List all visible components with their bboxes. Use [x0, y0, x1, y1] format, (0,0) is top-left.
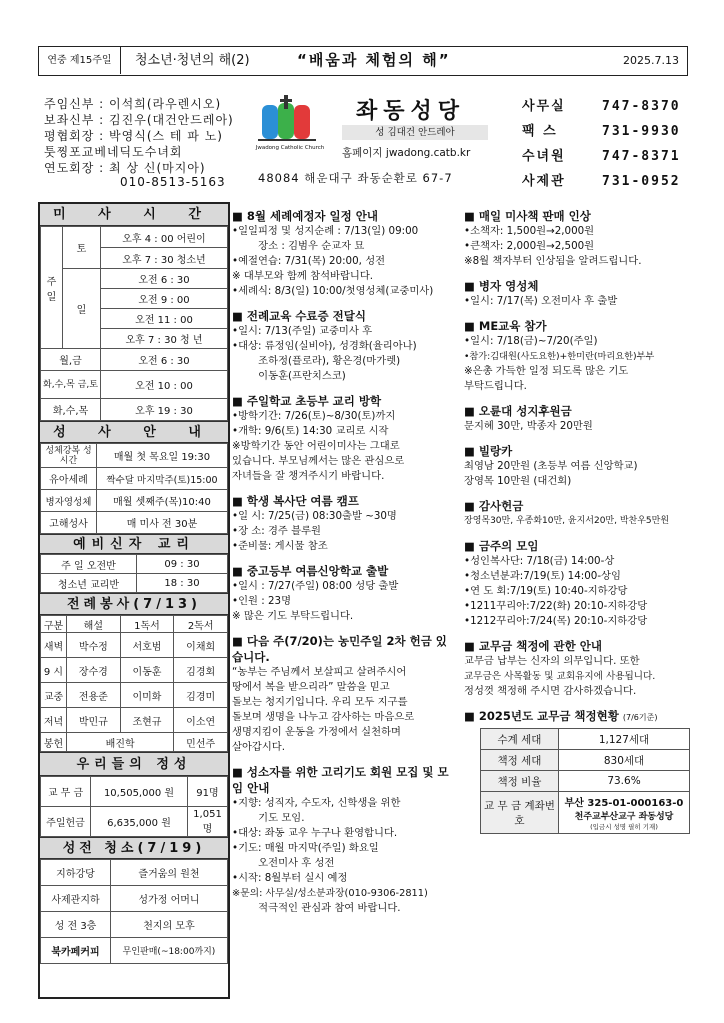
patron-saint: 성 김대건 안드레아	[342, 125, 488, 140]
staff-phone: 010-8513-5163	[120, 175, 226, 189]
notice-title: ■ 성소자를 위한 고리기도 회원 모집 및 모임 안내	[232, 764, 456, 796]
notice-line: 자녀들을 잘 챙겨주시기 바랍니다.	[232, 470, 385, 482]
ministry-cell: 김경미	[174, 683, 228, 708]
class-name: 주 일 오전반	[41, 555, 137, 574]
sacraments-table	[40, 443, 228, 534]
notice-title: ■ 전례교육 수료증 전달식	[232, 308, 456, 324]
ministry-col: 해설	[67, 616, 121, 633]
homepage-link[interactable]: 홈페이지 jwadong.catb.kr	[342, 147, 471, 159]
ministry-col: 구분	[41, 616, 67, 633]
notice-title: ■ 학생 복사단 여름 캠프	[232, 493, 456, 509]
notice-vocation-prayer	[232, 764, 456, 916]
offering-amount: 6,635,000 원	[91, 807, 188, 837]
ministry-cell: 박수정	[67, 633, 121, 658]
notice-line: 생명지킴이 운동을 가정에서 실천하며	[232, 726, 401, 738]
cleaning-team: 성가정 어머니	[111, 886, 228, 912]
ministry-col: 1독서	[120, 616, 174, 633]
notice-shrine-donation	[464, 403, 690, 434]
sacrament-name: 고해성사	[41, 512, 97, 534]
ministry-cell: 서호범	[120, 633, 174, 658]
notice-baptism	[232, 208, 456, 299]
mass-time: 오전 11 : 00	[101, 309, 228, 329]
top-banner	[38, 46, 688, 76]
mass-time: 오전 6 : 30	[101, 269, 228, 289]
ministry-cell: 장수경	[67, 658, 121, 683]
announcements-middle	[232, 208, 456, 925]
notice-line: •연 도 회:7/19(토) 10:40-지하강당	[464, 585, 628, 597]
notice-line: ※8월 책자부터 인상됨을 알려드립니다.	[464, 255, 642, 267]
notice-line: •세례식: 8/3(일) 10:00/첫영성체(교중미사)	[232, 285, 434, 297]
notice-line: •1211꾸리아:7/22(화) 20:10-지하강당	[464, 600, 648, 612]
sacrament-time: 매월 셋째주(목)10:40	[97, 490, 228, 512]
notice-line: 오전미사 후 성전	[232, 857, 335, 869]
catechumen-header: 예비신자 교리	[40, 534, 228, 554]
ministry-cell: 김경회	[174, 658, 228, 683]
sacraments-header: 성 사 안 내	[40, 421, 228, 443]
notice-line: ※은총 가득한 일정 되도록 많은 기도	[464, 365, 629, 377]
notice-line: •대상: 좌동 교우 누구나 환영합니다.	[232, 827, 398, 839]
ministry-table	[40, 615, 228, 752]
logo-caption: Jwadong Catholic Church	[255, 145, 325, 151]
sunday-day-label: 일	[63, 269, 101, 349]
notice-line: •성인복사단: 7/18(금) 14:00-상	[464, 555, 615, 567]
ministry-cell: 배진학	[67, 733, 174, 752]
notice-line: •청소년분과:7/19(토) 14:00-상임	[464, 570, 621, 582]
weekday-label: 화,수,목	[41, 399, 101, 421]
class-time: 18 : 30	[137, 574, 228, 593]
notice-line: 교무금 납부는 신자의 의무입니다. 또한	[464, 655, 640, 667]
staff-line: 평협회장 : 박영식(스 테 파 노)	[44, 129, 223, 143]
notice-line: 부탁드립니다.	[464, 380, 527, 392]
ministry-cell: 박민규	[67, 708, 121, 733]
notice-sunday-school	[232, 393, 456, 484]
notice-liturgy-cert	[232, 308, 456, 384]
staff-line: 주임신부 : 이석희(라우렌시오)	[44, 97, 222, 111]
ministry-cell: 이소연	[174, 708, 228, 733]
cleaning-area: 북카페커피	[41, 938, 111, 964]
weekday-label: 월,금	[41, 349, 101, 371]
ministry-cell: 새벽	[41, 633, 67, 658]
contact-fax: 팩 스 731-9930	[522, 124, 681, 139]
notice-line: 정성껏 책정해 주시면 감사하겠습니다.	[464, 685, 637, 697]
ministry-cell: 민선주	[174, 733, 228, 752]
notice-line: •방학기간: 7/26(토)~8/30(토)까지	[232, 410, 396, 422]
notice-title: ■ 주일학교 초등부 교리 방학	[232, 393, 456, 409]
notice-line: •일일피정 및 성지순례 : 7/13(일) 09:00	[232, 225, 419, 237]
cleaning-table	[40, 859, 228, 964]
contact-convent: 수녀원 747-8371	[522, 149, 681, 164]
mass-time: 오전 10 : 00	[101, 371, 228, 399]
account-label: 교 무 금 계좌번호	[481, 792, 559, 834]
ministry-cell: 이채희	[174, 633, 228, 658]
account-number: 부산 325-01-000163-0	[564, 798, 684, 809]
notice-line: •일시: 7/18(금)~7/20(주일)	[464, 335, 598, 347]
notice-line: ※문의: 사무실/성소분과장(010-9306-2811)	[232, 888, 428, 899]
offering-kind: 교 무 금	[41, 777, 91, 807]
notice-title: ■ 다음 주(7/20)는 농민주일 2차 헌금 있습니다.	[232, 633, 456, 665]
year-theme: 청소년·청년의 해(2)	[135, 53, 250, 68]
offering-count: 1,051명	[188, 807, 228, 837]
offering-header: 우리들의 정성	[40, 752, 228, 776]
sacrament-name: 병자영성체	[41, 490, 97, 512]
class-time: 09 : 30	[137, 555, 228, 574]
notice-sick-communion	[464, 278, 690, 309]
cleaning-team: 즐거움의 원천	[111, 860, 228, 886]
mass-times-table	[40, 226, 228, 421]
notice-line: 적극적인 관심과 참여 바랍니다.	[232, 902, 401, 914]
notice-title: ■ 오륜대 성지후원금	[464, 403, 690, 419]
class-name: 청소년 교리반	[41, 574, 137, 593]
cleaning-area: 지하강당	[41, 860, 111, 886]
offering-amount: 10,505,000 원	[91, 777, 188, 807]
notice-title: ■ 금주의 모임	[464, 538, 690, 554]
cleaning-area: 사제관지하	[41, 886, 111, 912]
notice-line: 이동훈(프란치스코)	[232, 370, 346, 382]
notice-line: ※ 대부모와 함께 참석바랍니다.	[232, 270, 374, 282]
church-logo	[248, 95, 332, 155]
ministry-header: 전례봉사(7/13)	[40, 593, 228, 615]
notice-line: •예절연습: 7/31(목) 20:00, 성전	[232, 255, 386, 267]
mass-time: 오전 9 : 00	[101, 289, 228, 309]
notice-line: •일시: 7/13(주일) 교중미사 후	[232, 325, 373, 337]
ministry-cell: 저녁	[41, 708, 67, 733]
tithe-value: 73.6%	[559, 771, 690, 792]
notice-line: •장 소: 경주 블루원	[232, 525, 321, 537]
sacrament-time: 매월 첫 목요일 19:30	[97, 444, 228, 468]
contact-rectory: 사제관 731-0952	[522, 174, 681, 189]
staff-line: 툿찡포교베네딕도수녀회	[44, 145, 183, 159]
notice-line: •개학: 9/6(토) 14:30 교리로 시작	[232, 425, 389, 437]
notice-bilanka	[464, 443, 690, 489]
issue-date: 2025.7.13	[623, 54, 679, 67]
mass-time: 오후 4 : 00 어린이	[101, 227, 228, 248]
church-address: 48084 해운대구 좌동순환로 67-7	[258, 171, 453, 185]
notice-line: •준비물: 게시물 참조	[232, 540, 328, 552]
notice-title: ■ 8월 세례예정자 일정 안내	[232, 208, 456, 224]
mass-time: 오후 19 : 30	[101, 399, 228, 421]
notice-title: ■ 교무금 책정에 관한 안내	[464, 638, 690, 654]
weekday-label: 화,수,목 금,토	[41, 371, 101, 399]
notice-line: 돌보는 청지기입니다. 우리 모두 지구를	[232, 696, 408, 708]
notice-youth-camp	[232, 563, 456, 624]
notice-line: •지향: 성직자, 수도자, 신학생을 위한	[232, 797, 401, 809]
notice-line: 최영남 20만원 (초등부 여름 신앙학교)	[464, 460, 638, 472]
notice-line: •인원 : 23명	[232, 595, 292, 607]
ministry-cell: 이미화	[120, 683, 174, 708]
notice-title: ■ 중고등부 여름신앙학교 출발	[232, 563, 456, 579]
mass-time: 오후 7 : 30 청 년	[101, 329, 228, 349]
mass-time: 오후 7 : 30 청소년	[101, 248, 228, 269]
notice-line: •시작: 8월부터 실시 예정	[232, 872, 348, 884]
notice-line: 조하정(플로라), 황은경(마가렛)	[232, 355, 401, 367]
notice-line: 있습니다. 부모님께서는 많은 관심으로	[232, 455, 405, 467]
notice-line: 문지혜 30만, 박종자 20만원	[464, 420, 593, 432]
mass-time: 오전 6 : 30	[101, 349, 228, 371]
staff-line: 보좌신부 : 김진우(대건안드레아)	[44, 113, 234, 127]
notice-line: 장영목 10만원 (대건회)	[464, 475, 572, 487]
notice-line: •큰책자: 2,000원→2,500원	[464, 240, 595, 252]
notice-line: •참가:김대원(사도요한)+한미란(마리요한)부부	[464, 351, 655, 362]
notice-line: 기도 모임.	[232, 812, 305, 824]
notice-title: ■ ME교육 참가	[464, 318, 690, 334]
tithe-value: 1,127세대	[559, 729, 690, 750]
notice-line: •기도: 매월 마지막(주일) 화요일	[232, 842, 379, 854]
notice-title: ■ 매일 미사책 판매 인상	[464, 208, 690, 224]
ministry-cell: 이동훈	[120, 658, 174, 683]
tithe-table	[480, 728, 690, 834]
contact-office: 사무실 747-8370	[522, 99, 681, 114]
notice-weekly-meetings	[464, 538, 690, 629]
notice-me-education	[464, 318, 690, 394]
notice-line: 돌보며 생명을 나누고 감사하는 마음으로	[232, 711, 415, 723]
tithe-status	[464, 708, 690, 834]
announcements-right	[464, 208, 690, 834]
notice-line: 교무금은 사목활동 및 교회유지에 사용됩니다.	[464, 671, 656, 682]
sacrament-name: 성체강복 성시간	[41, 444, 97, 468]
notice-thanks-offering	[464, 498, 690, 529]
notice-line: 살아갑시다.	[232, 741, 286, 753]
tithe-value: 830세대	[559, 750, 690, 771]
ministry-cell: 교중	[41, 683, 67, 708]
saturday-label: 토	[63, 227, 101, 269]
cleaning-team: 무인판매(~18:00까지)	[111, 938, 228, 964]
notice-line: •일 시: 7/25(금) 08:30출발 ~30명	[232, 510, 397, 522]
notice-line: ※방학기간 동안 어린이미사는 그대로	[232, 440, 400, 452]
account-info	[559, 792, 690, 834]
ministry-cell: 봉헌	[41, 733, 67, 752]
notice-farmers-sunday	[232, 633, 456, 755]
notice-tithe	[464, 638, 690, 699]
notice-line: •소책자: 1,500원→2,000원	[464, 225, 595, 237]
offering-kind: 주일헌금	[41, 807, 91, 837]
account-note: (입금시 성명 필히 기재)	[590, 823, 658, 831]
ministry-cell: 9 시	[41, 658, 67, 683]
notice-title: ■ 빌랑카	[464, 443, 690, 459]
church-name: 좌동성당	[356, 99, 466, 124]
slogan: “배움과 체험의 해”	[297, 51, 451, 69]
ministry-col: 2독서	[174, 616, 228, 633]
notice-title: ■ 병자 영성체	[464, 278, 690, 294]
sacrament-time: 짝수달 마지막주(토)15:00	[97, 468, 228, 490]
liturgical-week: 연중 제15주일	[39, 47, 121, 74]
offering-count: 91명	[188, 777, 228, 807]
tithe-label: 책정 세대	[481, 750, 559, 771]
notice-altar-camp	[232, 493, 456, 554]
account-holder: 천주교부산교구 좌동성당	[574, 812, 674, 822]
cleaning-team: 천지의 모후	[111, 912, 228, 938]
tithe-status-title: ■ 2025년도 교무금 책정현황 (7/6기준)	[464, 708, 690, 724]
schedule-column	[38, 202, 230, 999]
ministry-cell: 조현규	[120, 708, 174, 733]
notice-line: •일시 : 7/27(주일) 08:00 성당 출발	[232, 580, 399, 592]
notice-line: •대상: 류정임(실비아), 성경화(율리아나)	[232, 340, 417, 352]
offering-table	[40, 776, 228, 837]
notice-line: “농부는 주님께서 보살피고 살려주시어	[232, 666, 407, 678]
notice-title: ■ 감사헌금	[464, 498, 690, 514]
staff-line: 연도회장 : 최 상 신(마지아)	[44, 161, 206, 175]
sunday-label: 주일	[41, 227, 63, 349]
sacrament-name: 유아세례	[41, 468, 97, 490]
notice-line: 땅에서 복을 받으리라” 말씀을 믿고	[232, 681, 390, 693]
notice-line: •1212꾸리아:7/24(목) 20:10-지하강당	[464, 615, 648, 627]
notice-line: •일시: 7/17(목) 오전미사 후 출발	[464, 295, 618, 307]
sacrament-time: 매 미사 전 30분	[97, 512, 228, 534]
notice-line: ※ 많은 기도 부탁드립니다.	[232, 610, 354, 622]
ministry-cell: 전용준	[67, 683, 121, 708]
mass-times-header: 미 사 시 간	[40, 204, 228, 226]
tithe-label: 수계 세대	[481, 729, 559, 750]
catechumen-table	[40, 554, 228, 593]
notice-line: 장영목30만, 우종화10만, 윤지서20만, 박찬우5만원	[464, 516, 670, 526]
notice-missal-price	[464, 208, 690, 269]
notice-line: 장소 : 김범우 순교자 묘	[232, 240, 365, 252]
cleaning-header: 성전 청소(7/19)	[40, 837, 228, 859]
tithe-label: 책정 비율	[481, 771, 559, 792]
cleaning-area: 성 전 3층	[41, 912, 111, 938]
